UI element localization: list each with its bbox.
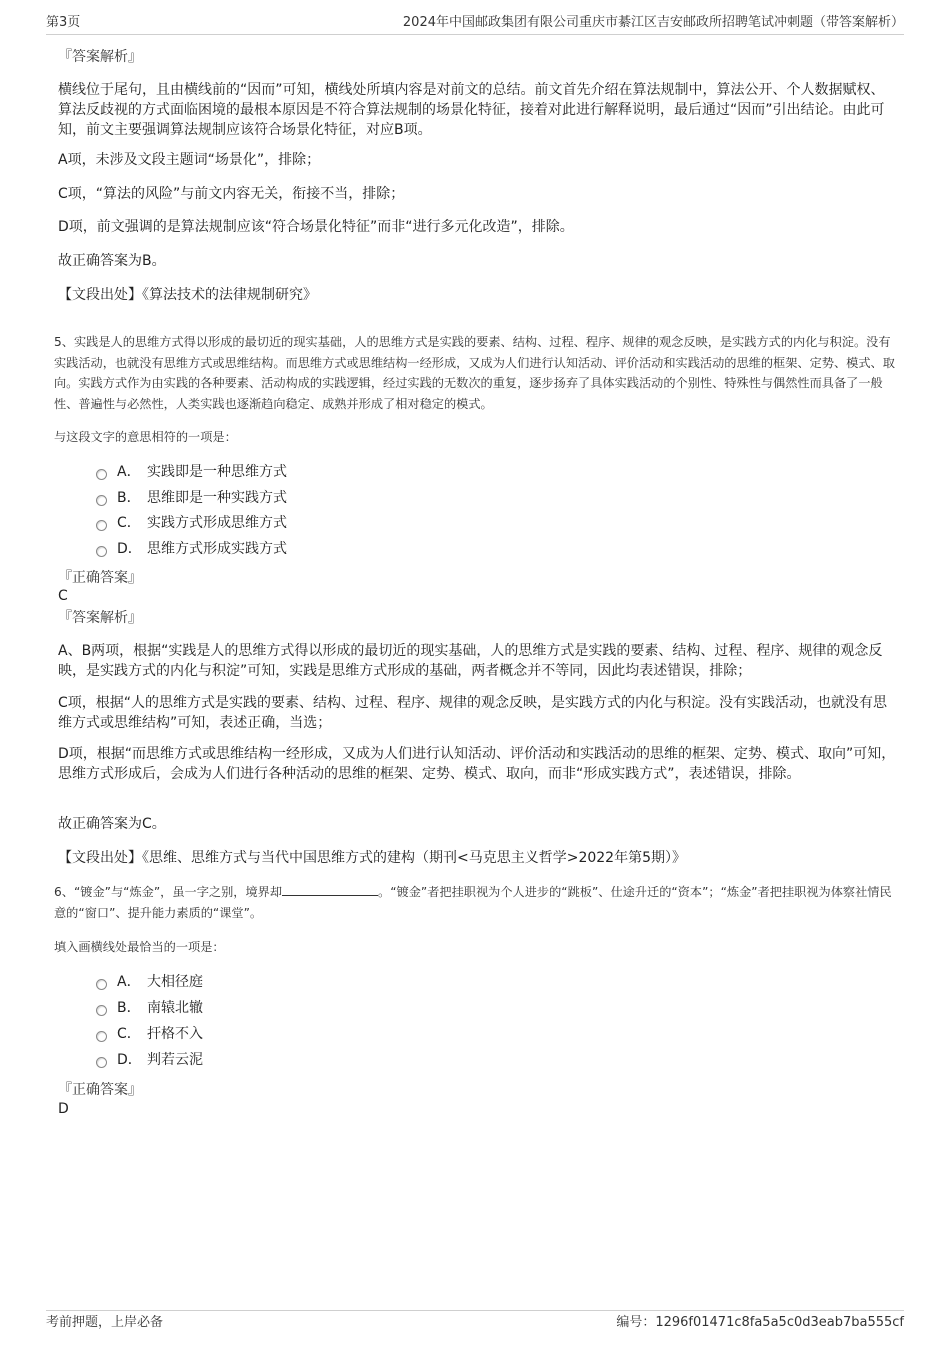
q5-prompt: 与这段文字的意思相符的一项是：	[54, 430, 237, 444]
fill-in-blank	[282, 884, 378, 896]
q4-source: 【文段出处】《算法技术的法律规制研究》	[58, 287, 317, 303]
page-header	[46, 14, 904, 35]
option-letter: D．	[117, 541, 142, 557]
option-text: 扞格不入	[147, 1026, 203, 1042]
q5-conclusion: 故正确答案为C。	[58, 816, 166, 832]
page-footer	[46, 1310, 904, 1331]
q5-analysis-label: 『答案解析』	[58, 610, 142, 626]
option-letter: B．	[117, 490, 141, 506]
q5-source: 【文段出处】《思维、思维方式与当代中国思维方式的建构（期刊<马克思主义哲学>2022年第5期）》	[58, 850, 686, 866]
radio-button-icon[interactable]	[96, 495, 107, 506]
option-letter: C．	[117, 1026, 141, 1042]
q6-prompt: 填入画横线处最恰当的一项是：	[54, 940, 225, 954]
q5-passage: 5、实践是人的思维方式得以形成的最切近的现实基础，人的思维方式是实践的要素、结构、过程、程序、规律的观念反映，是实践方式的内化与积淀。没有实践活动，也就没有思维方式或思维结构。而思维方式或思维结构一经形成，又成为人们进行认知活动、评价活动和实践活动的思维的框架、定势、模式、取向。实践方式作为由实践的各种要素、活动构成的实践逻辑，经过实践的无数次的重复，逐步扬弃了具体实践活动的个别性、特殊性与偶然性而具备了一般性、普遍性与必然性，人类实践也逐渐趋向稳定、成熟并形成了相对稳定的模式。	[54, 335, 895, 411]
option-text: 实践即是一种思维方式	[147, 464, 287, 480]
option-text: 思维即是一种实践方式	[147, 490, 287, 506]
document-code-value: 1296f01471c8fa5a5c0d3eab7ba555cf	[655, 1315, 904, 1330]
q6-answer-label: 『正确答案』	[58, 1082, 142, 1098]
option-text: 思维方式形成实践方式	[147, 541, 287, 557]
q4-analysis-label: 『答案解析』	[58, 49, 142, 65]
document-code-label: 编号：	[616, 1315, 656, 1330]
page-number: 第3页	[46, 15, 81, 30]
q4-analysis-option-a: A项，未涉及文段主题词“场景化”，排除；	[58, 152, 321, 168]
radio-button-icon[interactable]	[96, 546, 107, 557]
option-letter: C．	[117, 515, 141, 531]
option-letter: A．	[117, 974, 141, 990]
q4-analysis-option-d: D项，前文强调的是算法规制应该“符合场景化特征”而非“进行多元化改造”，排除。	[58, 219, 574, 235]
q5-analysis-option-d: D项，根据“而思维方式或思维结构一经形成，又成为人们进行认知活动、评价活动和实践活动的思维的框架、定势、模式、取向”可知，思维方式形成后，会成为人们进行各种活动的思维的框架、定势、模式、取向，而非“形成实践方式”，表述错误，排除。	[58, 746, 896, 782]
q5-answer: C	[58, 588, 68, 604]
q5-option-a[interactable]	[96, 461, 287, 483]
q6-answer: D	[58, 1101, 69, 1117]
q6-option-d[interactable]	[96, 1049, 203, 1071]
q6-passage-after: 。“镀金”者把挂职视为个人进步的“跳板”、仕途升迁的“资本”；“炼金”者把挂职视为体察社情民意的“窗口”、提升能力素质的“课堂”。	[54, 885, 892, 920]
q6-option-b[interactable]	[96, 997, 203, 1019]
radio-button-icon[interactable]	[96, 520, 107, 531]
option-letter: A．	[117, 464, 141, 480]
option-text: 判若云泥	[147, 1052, 203, 1068]
q4-analysis-main: 横线位于尾句，且由横线前的“因而”可知，横线处所填内容是对前文的总结。前文首先介绍在算法规制中，算法公开、个人数据赋权、算法反歧视的方式面临困境的最根本原因是不符合算法规制的场景化特征，接着对此进行解释说明，最后通过“因而”引出结论。由此可知，前文主要强调算法规制应该符合场景化特征，对应B项。	[58, 82, 885, 138]
radio-button-icon[interactable]	[96, 1031, 107, 1042]
option-text: 南辕北辙	[147, 1000, 203, 1016]
q6-passage-before: 6、“镀金”与“炼金”，虽一字之别，境界却	[54, 885, 283, 899]
radio-button-icon[interactable]	[96, 1005, 107, 1016]
document-code	[616, 1312, 904, 1334]
document-title: 2024年中国邮政集团有限公司重庆市綦江区吉安邮政所招聘笔试冲刺题（带答案解析）	[402, 15, 904, 30]
q4-analysis-option-c: C项，“算法的风险”与前文内容无关，衔接不当，排除；	[58, 186, 405, 202]
option-letter: D．	[117, 1052, 142, 1068]
q5-option-c[interactable]	[96, 512, 287, 534]
q6-option-c[interactable]	[96, 1023, 203, 1045]
q5-answer-label: 『正确答案』	[58, 570, 142, 586]
q5-option-d[interactable]	[96, 538, 287, 560]
radio-button-icon[interactable]	[96, 469, 107, 480]
q5-analysis-option-ab: A、B两项，根据“实践是人的思维方式得以形成的最切近的现实基础，人的思维方式是实践的要素、结构、过程、程序、规律的观念反映，是实践方式的内化与积淀”可知，实践是思维方式形成的基础，两者概念并不等同，因此均表述错误，排除；	[58, 643, 883, 679]
option-letter: B．	[117, 1000, 141, 1016]
radio-button-icon[interactable]	[96, 1057, 107, 1068]
q6-passage	[54, 882, 900, 923]
q5-analysis-option-c: C项，根据“人的思维方式是实践的要素、结构、过程、程序、规律的观念反映，是实践方式的内化与积淀。没有实践活动，也就没有思维方式或思维结构”可知，表述正确，当选；	[58, 695, 888, 731]
q5-option-b[interactable]	[96, 487, 287, 509]
footer-slogan: 考前押题，上岸必备	[46, 1315, 164, 1330]
q6-option-a[interactable]	[96, 971, 203, 993]
option-text: 大相径庭	[147, 974, 203, 990]
radio-button-icon[interactable]	[96, 979, 107, 990]
option-text: 实践方式形成思维方式	[147, 515, 287, 531]
q4-conclusion: 故正确答案为B。	[58, 253, 166, 269]
